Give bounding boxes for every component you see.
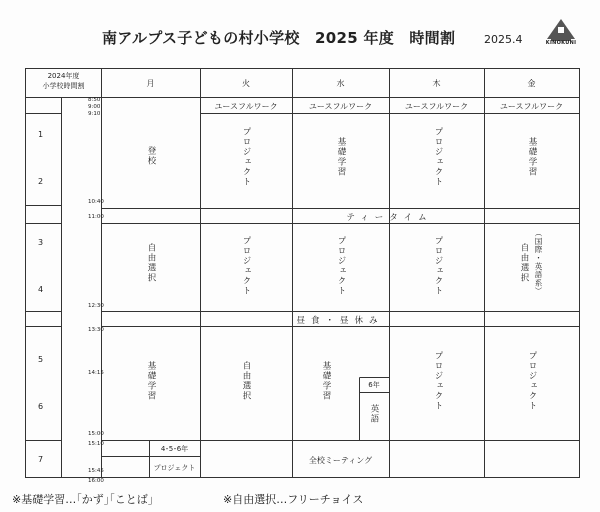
page-title: 南アルプス子どもの村小学校 2025 年度 時間割	[102, 29, 456, 47]
fri-free-choice-note: （国際・英語系）	[534, 229, 543, 296]
time-label: 9:10	[88, 111, 101, 117]
mon-free-choice: 自由選択	[146, 243, 156, 283]
time-label: 15:45	[88, 468, 104, 474]
fri-project-pm: プロジェクト	[527, 351, 537, 411]
time-label: 14:15	[88, 370, 104, 376]
day-header-wed: 水	[336, 79, 345, 88]
timetable-corner-year: 2024年度	[47, 72, 80, 80]
period-number: 5	[38, 355, 44, 364]
mon-p7-project: プロジェクト	[153, 464, 196, 472]
all-school-meeting: 全校ミーティング	[308, 456, 373, 465]
time-label: 12:30	[88, 303, 104, 309]
time-label: 9:00	[88, 104, 101, 110]
mon-arrival: 登校	[146, 146, 156, 166]
useful-work-wed: ユースフルワーク	[308, 102, 373, 111]
lunch-banner: 昼食・昼休み	[296, 316, 384, 326]
tea-time-banner: ティータイム	[346, 213, 433, 223]
period-number: 7	[38, 455, 44, 464]
time-label: 15:10	[88, 441, 104, 447]
wed-grade-label: 6年	[368, 381, 380, 389]
logo-text: KINOKUNI	[545, 40, 577, 46]
thu-project-am: プロジェクト	[433, 127, 443, 187]
footnote-jiyu: ※自由選択…フリーチョイス	[223, 493, 364, 506]
footnote-kiso: ※基礎学習…｢かず｣｢ことば｣	[12, 493, 154, 506]
tue-free-choice-pm: 自由選択	[241, 361, 251, 401]
time-label: 10:40	[88, 199, 104, 205]
time-label: 16:00	[88, 478, 104, 484]
wed-kiso-pm: 基礎学習	[321, 361, 331, 401]
day-header-mon: 月	[146, 79, 155, 88]
wed-project-mid: プロジェクト	[336, 236, 346, 296]
period-number: 1	[38, 130, 44, 139]
fri-kiso-am: 基礎学習	[527, 137, 537, 177]
tue-project-am: プロジェクト	[241, 127, 251, 187]
time-label: 8:50	[88, 97, 101, 103]
time-label: 15:00	[88, 431, 104, 437]
useful-work-thu: ユースフルワーク	[404, 102, 469, 111]
day-header-fri: 金	[527, 79, 536, 88]
thu-project-mid: プロジェクト	[433, 236, 443, 296]
mon-kiso-pm: 基礎学習	[146, 361, 156, 401]
useful-work-tue: ユースフルワーク	[214, 102, 278, 111]
mon-p7-grades: 4･5･6年	[160, 445, 189, 453]
period-number: 3	[38, 238, 44, 247]
time-label: 11:00	[88, 214, 104, 220]
tue-project-mid: プロジェクト	[241, 236, 251, 296]
wed-english: 英語	[369, 404, 379, 424]
period-number: 2	[38, 177, 44, 186]
fri-free-choice: 自由選択	[519, 243, 529, 283]
period-number: 6	[38, 402, 44, 411]
time-label: 13:30	[88, 327, 104, 333]
period-number: 4	[38, 285, 44, 294]
useful-work-fri: ユースフルワーク	[499, 102, 564, 111]
date-label: 2025.4	[484, 33, 523, 46]
day-header-thu: 木	[432, 79, 441, 88]
day-header-tue: 火	[242, 79, 250, 88]
wed-kiso-am: 基礎学習	[336, 137, 346, 177]
thu-project-pm: プロジェクト	[433, 351, 443, 411]
timetable-corner-caption: 小学校時間割	[42, 82, 85, 90]
